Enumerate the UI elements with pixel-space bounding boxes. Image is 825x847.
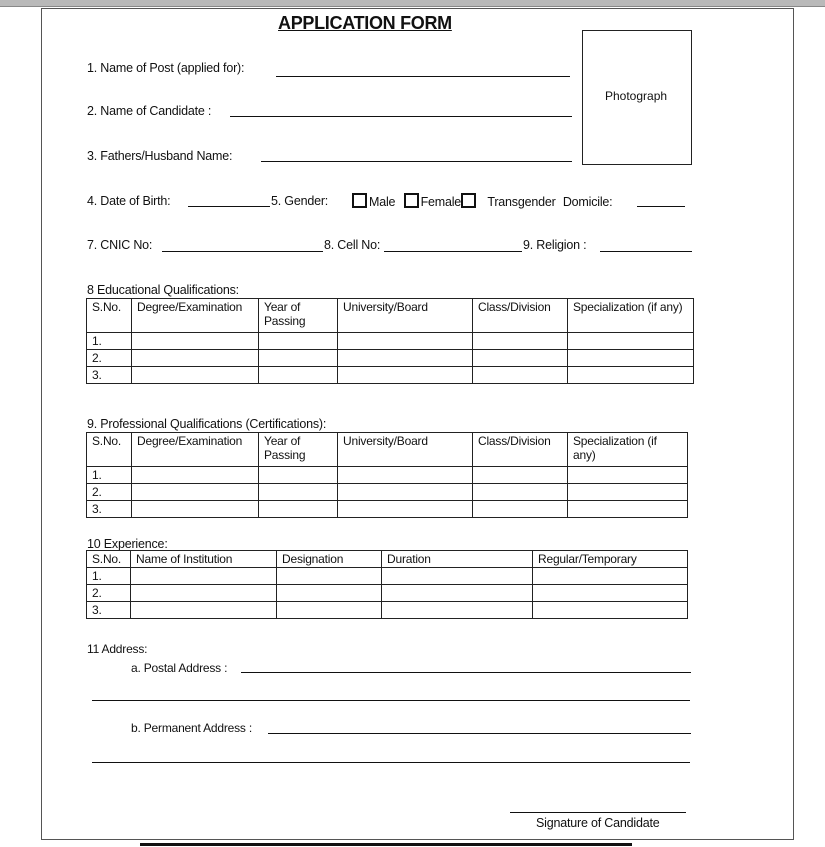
address-heading: 11 Address: bbox=[87, 642, 148, 656]
post-label: 1. Name of Post (applied for): bbox=[87, 61, 245, 75]
cell[interactable] bbox=[132, 350, 259, 367]
cell[interactable] bbox=[382, 568, 533, 585]
cell[interactable] bbox=[338, 333, 473, 350]
candidate-label: 2. Name of Candidate : bbox=[87, 104, 212, 118]
education-table bbox=[86, 298, 694, 384]
cell[interactable] bbox=[382, 602, 533, 619]
col-header: Class/Division bbox=[473, 299, 568, 333]
col-header: Specialization (if any) bbox=[568, 299, 694, 333]
cell[interactable] bbox=[473, 333, 568, 350]
cell[interactable] bbox=[132, 467, 259, 484]
father-field[interactable] bbox=[261, 161, 572, 162]
table-row bbox=[87, 467, 688, 484]
row-number: 3. bbox=[87, 501, 132, 518]
cell[interactable] bbox=[568, 501, 688, 518]
cnic-field[interactable] bbox=[162, 251, 323, 252]
row-number: 3. bbox=[87, 602, 131, 619]
exp-heading: 10 Experience: bbox=[87, 537, 168, 551]
cell[interactable] bbox=[277, 602, 382, 619]
row-number: 1. bbox=[87, 333, 132, 350]
experience-table bbox=[86, 550, 688, 619]
cell[interactable] bbox=[533, 568, 688, 585]
female-checkbox[interactable] bbox=[404, 193, 419, 208]
photograph-label: Photograph bbox=[605, 89, 668, 103]
col-header: Class/Division bbox=[473, 433, 568, 467]
dob-field[interactable] bbox=[188, 206, 270, 207]
cell[interactable] bbox=[382, 585, 533, 602]
col-header: Designation bbox=[277, 551, 382, 568]
col-header: Year of Passing bbox=[259, 433, 338, 467]
cell[interactable] bbox=[338, 501, 473, 518]
cell[interactable] bbox=[131, 585, 277, 602]
col-header: Degree/Examination bbox=[132, 433, 259, 467]
cell[interactable] bbox=[473, 501, 568, 518]
domicile-field[interactable] bbox=[637, 206, 685, 207]
prof-heading: 9. Professional Qualifications (Certifications): bbox=[87, 417, 327, 431]
cell[interactable] bbox=[338, 467, 473, 484]
postal-address-field[interactable] bbox=[241, 672, 691, 673]
signature-label: Signature of Candidate bbox=[536, 816, 660, 830]
table-row bbox=[87, 602, 688, 619]
cell[interactable] bbox=[568, 484, 688, 501]
table-row bbox=[87, 367, 694, 384]
cell-field[interactable] bbox=[384, 251, 522, 252]
cell[interactable] bbox=[568, 333, 694, 350]
postal-address-field-2[interactable] bbox=[92, 700, 690, 701]
religion-field[interactable] bbox=[600, 251, 692, 252]
cell[interactable] bbox=[132, 367, 259, 384]
cell[interactable] bbox=[131, 602, 277, 619]
cell[interactable] bbox=[132, 501, 259, 518]
cell[interactable] bbox=[568, 367, 694, 384]
bottom-rule bbox=[140, 843, 632, 846]
cnic-label: 7. CNIC No: bbox=[87, 238, 153, 252]
row-number: 2. bbox=[87, 484, 132, 501]
cell[interactable] bbox=[131, 568, 277, 585]
table-row bbox=[87, 568, 688, 585]
col-header: S.No. bbox=[87, 299, 132, 333]
cell[interactable] bbox=[338, 350, 473, 367]
cell[interactable] bbox=[277, 568, 382, 585]
row-number: 3. bbox=[87, 367, 132, 384]
col-header: University/Board bbox=[338, 433, 473, 467]
col-header: S.No. bbox=[87, 551, 131, 568]
male-checkbox[interactable] bbox=[352, 193, 367, 208]
row-number: 2. bbox=[87, 585, 131, 602]
row-number: 2. bbox=[87, 350, 132, 367]
transgender-checkbox[interactable] bbox=[461, 193, 476, 208]
cell[interactable] bbox=[568, 467, 688, 484]
cell[interactable] bbox=[533, 585, 688, 602]
col-header: Specialization (if any) bbox=[568, 433, 688, 467]
candidate-field[interactable] bbox=[230, 116, 572, 117]
cell[interactable] bbox=[259, 350, 338, 367]
cell[interactable] bbox=[473, 367, 568, 384]
col-header: Regular/Temporary bbox=[533, 551, 688, 568]
form-title: APPLICATION FORM bbox=[278, 13, 452, 33]
transgender-label: Transgender bbox=[487, 195, 556, 209]
female-label: Female bbox=[420, 195, 462, 209]
father-label: 3. Fathers/Husband Name: bbox=[87, 149, 233, 163]
col-header: University/Board bbox=[338, 299, 473, 333]
table-row bbox=[87, 501, 688, 518]
permanent-address-field[interactable] bbox=[268, 733, 691, 734]
table-row bbox=[87, 484, 688, 501]
cell[interactable] bbox=[568, 350, 694, 367]
permanent-address-field-2[interactable] bbox=[92, 762, 690, 763]
cell[interactable] bbox=[259, 333, 338, 350]
cell[interactable] bbox=[473, 484, 568, 501]
table-row bbox=[87, 585, 688, 602]
cell[interactable] bbox=[259, 501, 338, 518]
cell[interactable] bbox=[338, 484, 473, 501]
cell[interactable] bbox=[533, 602, 688, 619]
col-header: Degree/Examination bbox=[132, 299, 259, 333]
cell[interactable] bbox=[259, 467, 338, 484]
cell[interactable] bbox=[473, 467, 568, 484]
col-header: Name of Institution bbox=[131, 551, 277, 568]
table-row bbox=[87, 333, 694, 350]
dob-label: 4. Date of Birth: bbox=[87, 194, 171, 208]
cell[interactable] bbox=[277, 585, 382, 602]
col-header: S.No. bbox=[87, 433, 132, 467]
photograph-box bbox=[582, 30, 692, 165]
domicile-label: Domicile: bbox=[562, 195, 613, 209]
religion-label: 9. Religion : bbox=[523, 238, 587, 252]
cell-label: 8. Cell No: bbox=[324, 238, 381, 252]
row-number: 1. bbox=[87, 467, 132, 484]
professional-table bbox=[86, 432, 688, 518]
cell[interactable] bbox=[259, 367, 338, 384]
cell[interactable] bbox=[132, 484, 259, 501]
col-header: Year of Passing bbox=[259, 299, 338, 333]
row-number: 1. bbox=[87, 568, 131, 585]
edu-heading: 8 Educational Qualifications: bbox=[87, 283, 239, 297]
post-field[interactable] bbox=[276, 76, 570, 77]
table-row bbox=[87, 350, 694, 367]
postal-address-label: a. Postal Address : bbox=[131, 661, 228, 675]
permanent-address-label: b. Permanent Address : bbox=[131, 721, 253, 735]
cell[interactable] bbox=[259, 484, 338, 501]
gender-options bbox=[352, 193, 612, 209]
cell[interactable] bbox=[132, 333, 259, 350]
top-bar bbox=[0, 0, 825, 7]
gender-label: 5. Gender: bbox=[271, 194, 329, 208]
cell[interactable] bbox=[473, 350, 568, 367]
col-header: Duration bbox=[382, 551, 533, 568]
signature-line[interactable] bbox=[510, 812, 686, 813]
male-label: Male bbox=[369, 195, 396, 209]
cell[interactable] bbox=[338, 367, 473, 384]
